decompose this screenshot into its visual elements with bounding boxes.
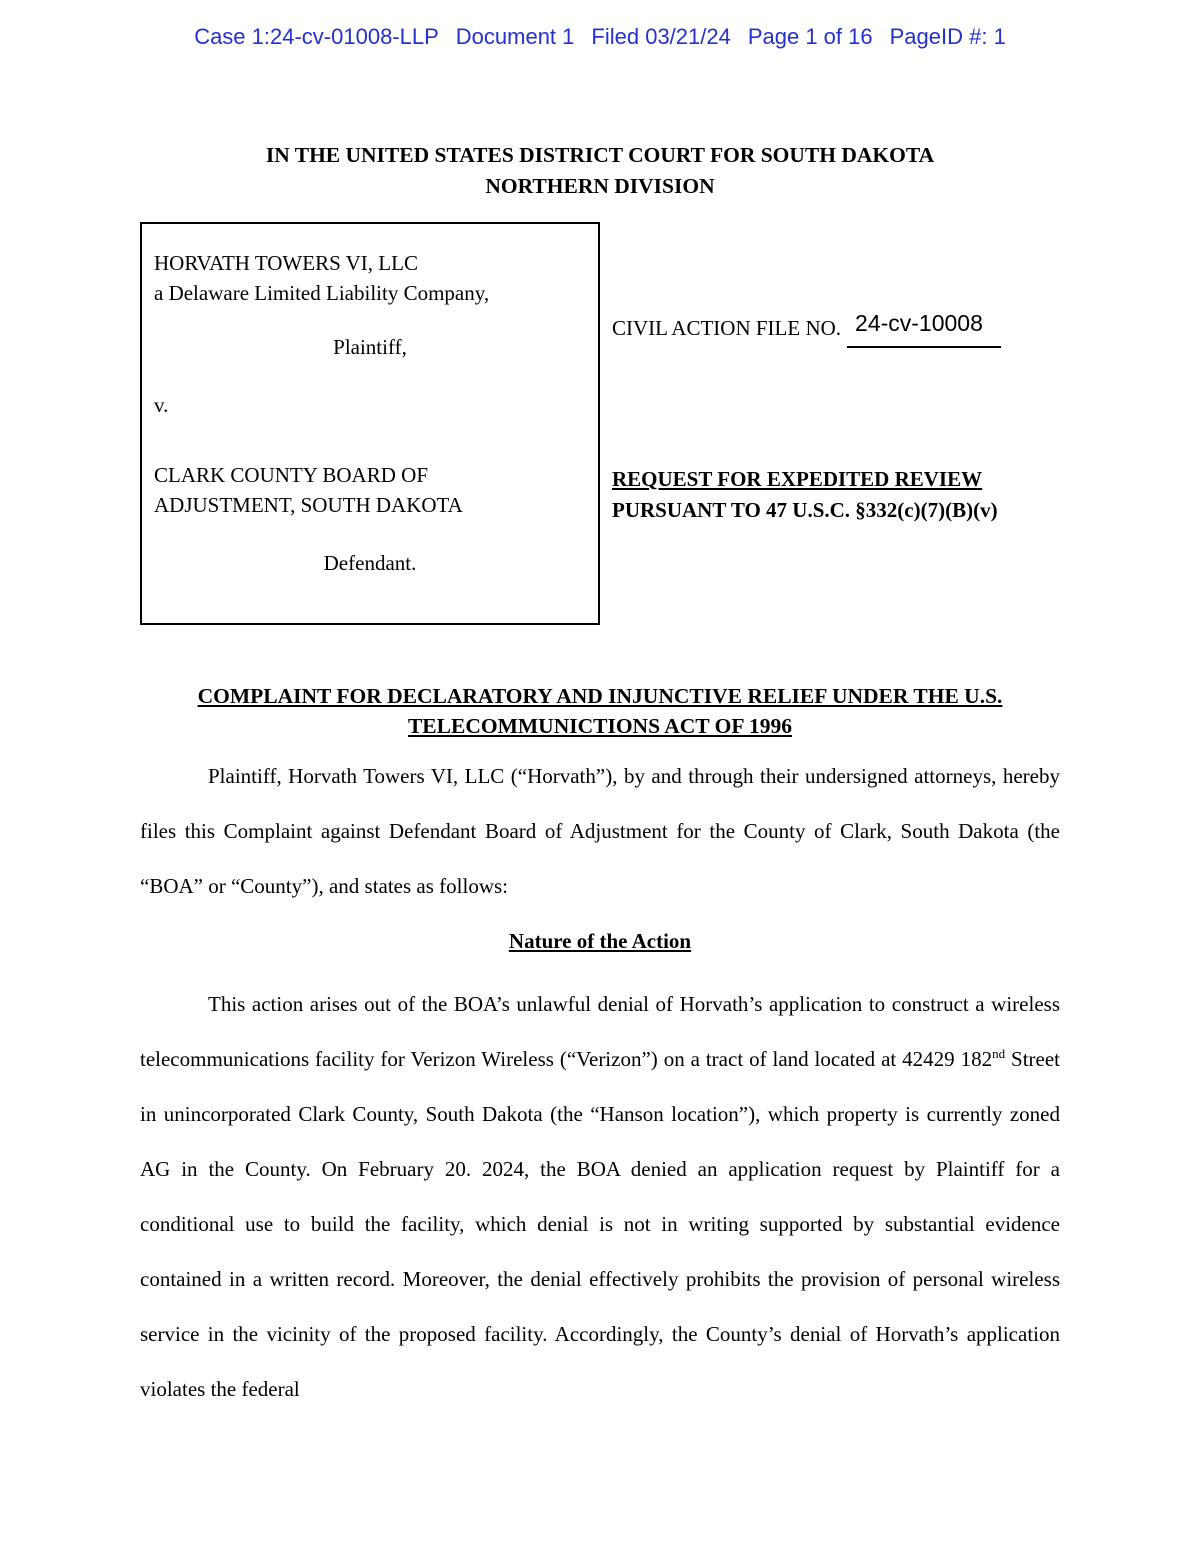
court-heading-line2: NORTHERN DIVISION — [485, 174, 715, 198]
ordinal-superscript: nd — [992, 1046, 1006, 1061]
civil-action-label: CIVIL ACTION FILE NO. — [612, 316, 842, 340]
defendant-name-line1: CLARK COUNTY BOARD OF — [154, 463, 428, 487]
section-heading-nature-of-action: Nature of the Action — [508, 929, 692, 953]
civil-action-number-underline — [847, 312, 1001, 348]
intro-paragraph: Plaintiff, Horvath Towers VI, LLC (“Horvath”), by and through their undersigned attorneys, hereby files this Complaint against Defendant Board of Adjustment for the County of Clark, South Dakota (the “BOA” or “County”), and states as follows: — [140, 764, 1060, 898]
court-heading — [0, 140, 1200, 202]
versus-label: v. — [154, 393, 169, 417]
defendant-role: Defendant. — [323, 551, 417, 575]
complaint-title — [0, 681, 1200, 741]
request-line2: PURSUANT TO 47 U.S.C. §332(c)(7)(B)(v) — [612, 498, 998, 522]
caption-box — [140, 222, 600, 625]
paragraph-text-part1: This action arises out of the BOA’s unlawful denial of Horvath’s application to construct a wireless telecommunications facility for Verizon Wireless (“Verizon”) on a tract of land located at 42429 182 — [140, 992, 1060, 1071]
document-number-stamp: Document 1 — [455, 24, 575, 49]
plaintiff-name: HORVATH TOWERS VI, LLC — [154, 251, 418, 275]
paragraph-text-part2: Street in unincorporated Clark County, South Dakota (the “Hanson location”), which property is currently zoned AG in the County. On February 20. 2024, the BOA denied an application request by Plaintiff for a conditional use to build the facility, which denial is not in writing supported by substantial evidence contained in a written record. Moreover, the denial effectively prohibits the provision of personal wireless service in the vicinity of the proposed facility. Accordingly, the County’s denial of Horvath’s application violates the federal — [140, 1047, 1061, 1401]
nature-of-action-paragraph — [140, 977, 1060, 1417]
request-line1: REQUEST FOR EXPEDITED REVIEW — [612, 467, 983, 491]
court-heading-line1: IN THE UNITED STATES DISTRICT COURT FOR SOUTH DAKOTA — [265, 143, 935, 167]
caption-right-column — [600, 222, 1060, 625]
complaint-title-line1: COMPLAINT FOR DECLARATORY AND INJUNCTIVE RELIEF UNDER THE U.S. — [197, 684, 1003, 708]
civil-action-number: 24-cv-10008 — [855, 310, 983, 336]
page-count-stamp: Page 1 of 16 — [747, 24, 873, 49]
complaint-title-line2: TELECOMMUNICTIONS ACT OF 1996 — [407, 714, 793, 738]
request-for-expedited-review — [612, 464, 1060, 526]
plaintiff-role: Plaintiff, — [333, 335, 407, 359]
civil-action-line — [612, 312, 1060, 348]
ecf-header-stamp — [0, 0, 1200, 50]
plaintiff-description: a Delaware Limited Liability Company, — [154, 281, 490, 305]
defendant-name — [154, 460, 586, 520]
defendant-name-line2: ADJUSTMENT, SOUTH DAKOTA — [154, 493, 463, 517]
case-number-stamp: Case 1:24-cv-01008-LLP — [194, 24, 439, 49]
case-caption — [140, 222, 1060, 625]
pageid-stamp: PageID #: 1 — [889, 24, 1006, 49]
filed-date-stamp: Filed 03/21/24 — [591, 24, 731, 49]
